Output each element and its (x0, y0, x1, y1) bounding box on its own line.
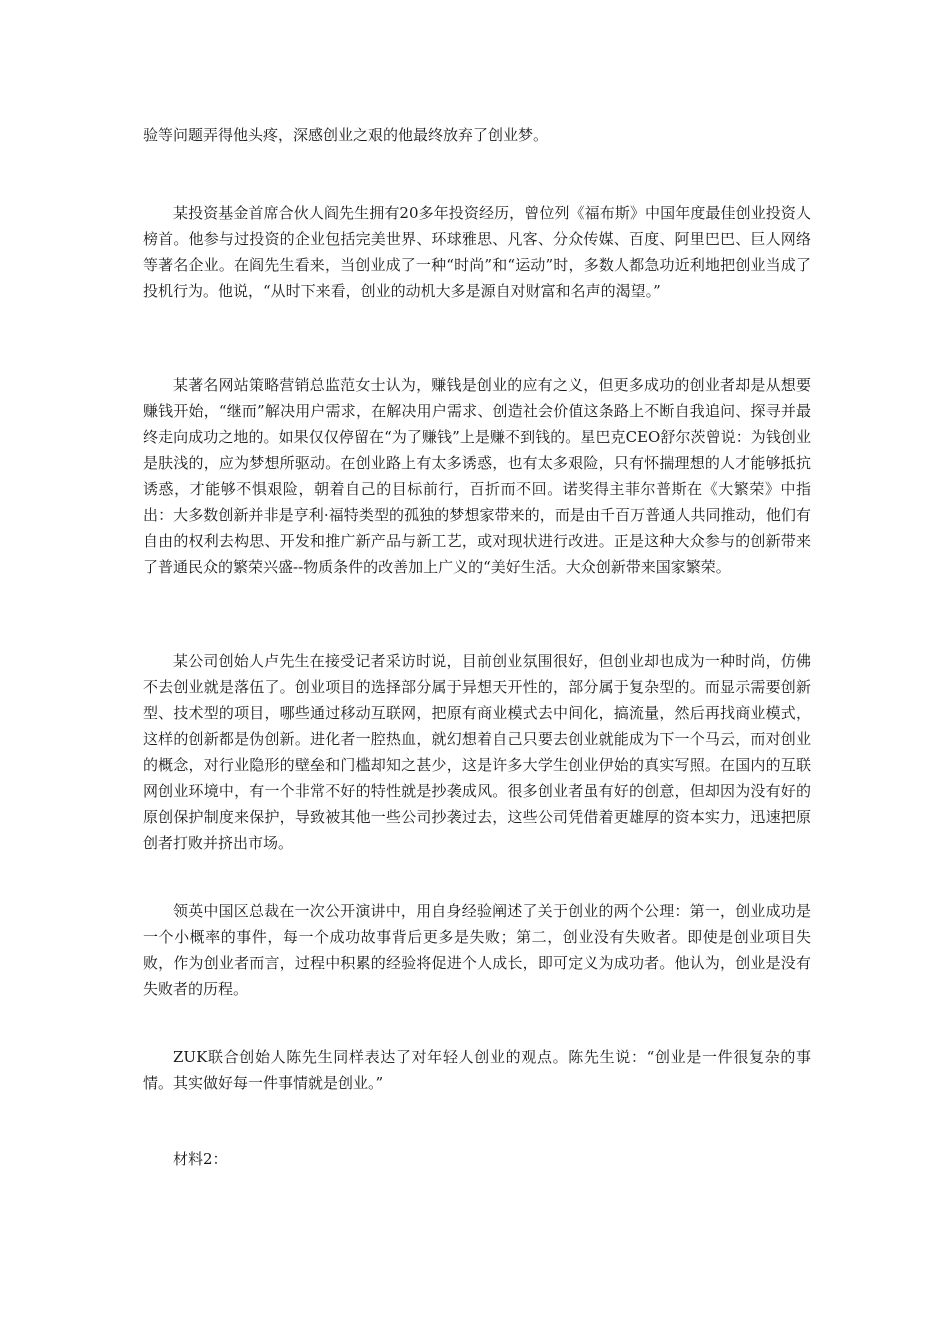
paragraph-zuk-chen: ZUK联合创始人陈先生同样表达了对年轻人创业的观点。陈先生说：“创业是一件很复杂的事情。其实做好每一件事情就是创业。” (143, 1048, 811, 1092)
paragraph-linkedin-president: 领英中国区总裁在一次公开演讲中，用自身经验阐述了关于创业的两个公理：第一，创业成功是一个小概率的事件，每一个成功故事背后更多是失败；第二，创业没有失败者。即使是创业项目失败，作为创业者而言，过程中积累的经验将促进个人成长，即可定义为成功者。他认为，创业是没有失败者的历程。 (143, 902, 811, 998)
paragraph-investor-yan: 某投资基金首席合伙人阎先生拥有20多年投资经历，曾位列《福布斯》中国年度最佳创业投资人榜首。他参与过投资的企业包括完美世界、环球雅思、凡客、分众传媒、百度、阿里巴巴、巨人网络等著名企业。在阎先生看来，当创业成了一种“时尚”和“运动”时，多数人都急功近利地把创业当成了投机行为。他说，“从时下来看，创业的动机大多是源自对财富和名声的渴望。” (143, 204, 811, 300)
paragraph-continuation: 验等问题弄得他头疼，深感创业之艰的他最终放弃了创业梦。 (143, 126, 549, 144)
paragraph-marketing-fan: 某著名网站策略营销总监范女士认为，赚钱是创业的应有之义，但更多成功的创业者却是从想要赚钱开始，“继而”解决用户需求，在解决用户需求、创造社会价值这条路上不断自我追问、探寻并最终走向成功之地的。如果仅仅停留在“为了赚钱”上是赚不到钱的。星巴克CEO舒尔茨曾说：为钱创业是肤浅的，应为梦想所驱动。在创业路上有太多诱惑，也有太多艰险，只有怀揣理想的人才能够抵抗诱惑，才能够不惧艰险，朝着自己的目标前行，百折而不回。诺奖得主菲尔普斯在《大繁荣》中指出：大多数创新并非是亨利·福特类型的孤独的梦想家带来的，而是由千百万普通人共同推动，他们有自由的权利去构思、开发和推广新产品与新工艺，或对现状进行改进。正是这种大众参与的创新带来了普通民众的繁荣兴盛--物质条件的改善加上广义的“美好生活。大众创新带来国家繁荣。 (143, 376, 811, 576)
section-heading-material-2: 材料2： (173, 1150, 228, 1168)
paragraph-founder-lu: 某公司创始人卢先生在接受记者采访时说，目前创业氛围很好，但创业却也成为一种时尚，仿佛不去创业就是落伍了。创业项目的选择部分属于异想天开性的，部分属于复杂型的。而显示需要创新型、技术型的项目，哪些通过移动互联网，把原有商业模式去中间化，搞流量，然后再找商业模式，这样的创新都是伪创新。进化者一腔热血，就幻想着自己只要去创业就能成为下一个马云，而对创业的概念，对行业隐形的壁垒和门槛却知之甚少，这是许多大学生创业伊始的真实写照。在国内的互联网创业环境中，有一个非常不好的特性就是抄袭成风。很多创业者虽有好的创意，但却因为没有好的原创保护制度来保护，导致被其他一些公司抄袭过去，这些公司凭借着更雄厚的资本实力，迅速把原创者打败并挤出市场。 (143, 652, 811, 852)
